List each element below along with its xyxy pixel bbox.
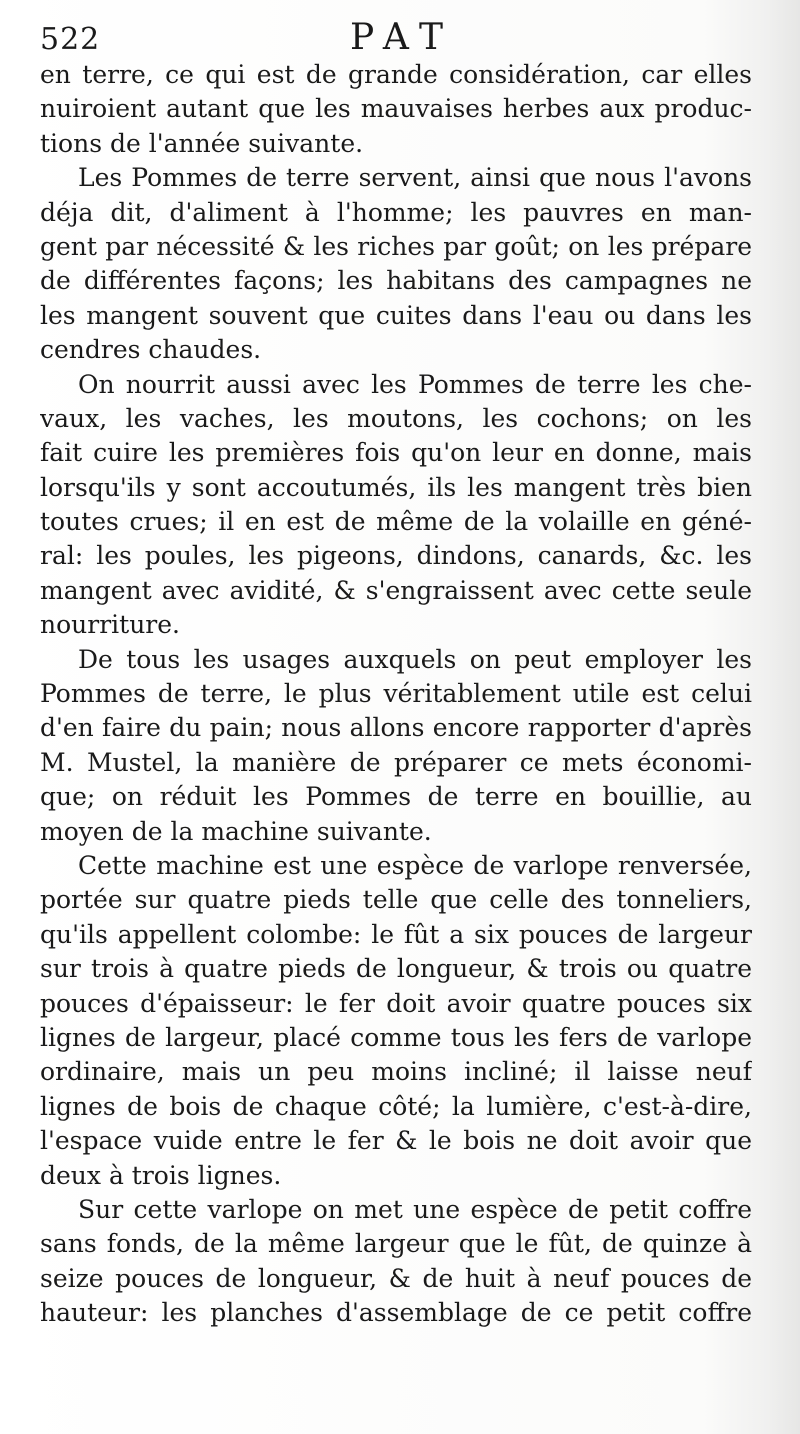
text-line: pouces d'épaisseur: le fer doit avoir quatre pouces six xyxy=(40,988,752,1018)
text-line: qu'ils appellent colombe: le fût a six pouces de largeur xyxy=(40,919,752,949)
text-line: hauteur: les planches d'assemblage de ce petit coffre xyxy=(40,1298,752,1328)
text-line: Sur cette varlope on met une espèce de petit coffre xyxy=(78,1194,752,1224)
text-line: lorsqu'ils y sont accoutumés, ils les mangent très bien xyxy=(40,472,752,502)
text-line: On nourrit aussi avec les Pommes de terre les che- xyxy=(78,369,752,399)
text-line: nuiroient autant que les mauvaises herbes aux produc- xyxy=(40,94,752,124)
text-line: tions de l'année suivante. xyxy=(40,128,364,158)
text-line: vaux, les vaches, les moutons, les cochons; on les xyxy=(40,403,752,433)
text-line: De tous les usages auxquels on peut employer les xyxy=(78,644,752,674)
text-line: toutes crues; il en est de même de la volaille en géné- xyxy=(40,507,752,537)
text-line: fait cuire les premières fois qu'on leur en donne, mais xyxy=(40,438,752,468)
running-head xyxy=(0,16,800,60)
text-line: sans fonds, de la même largeur que le fût, de quinze à xyxy=(40,1229,752,1259)
running-title: PAT xyxy=(350,17,455,58)
text-line: que; on réduit les Pommes de terre en bouillie, au xyxy=(40,782,752,812)
text-line: seize pouces de longueur, & de huit à neuf pouces de xyxy=(40,1263,752,1293)
text-line: cendres chaudes. xyxy=(40,335,262,365)
text-line: ral: les poules, les pigeons, dindons, canards, &c. les xyxy=(40,541,752,571)
page-number: 522 xyxy=(40,22,101,57)
text-line: les mangent souvent que cuites dans l'eau ou dans les xyxy=(40,300,752,330)
text-line: nourriture. xyxy=(40,610,180,640)
text-line: ordinaire, mais un peu moins incliné; il laisse neuf xyxy=(40,1057,752,1087)
text-line: en terre, ce qui est de grande considération, car elles xyxy=(40,60,752,89)
text-line: sur trois à quatre pieds de longueur, & trois ou quatre xyxy=(40,954,752,984)
text-line: déja dit, d'aliment à l'homme; les pauvres en man- xyxy=(40,197,752,227)
text-line: l'espace vuide entre le fer & le bois ne doit avoir que xyxy=(40,1126,752,1156)
text-line: Cette machine est une espèce de varlope renversée, xyxy=(78,850,752,880)
text-line: moyen de la machine suivante. xyxy=(40,816,432,846)
text-line: mangent avec avidité, & s'engraissent avec cette seule xyxy=(40,575,752,605)
text-line: Les Pommes de terre servent, ainsi que nous l'avons xyxy=(78,163,752,193)
text-line: de différentes façons; les habitans des campagnes ne xyxy=(40,266,752,296)
text-line: lignes de largeur, placé comme tous les fers de varlope xyxy=(40,1022,752,1052)
text-line: d'en faire du pain; nous allons encore rapporter d'après xyxy=(40,713,752,743)
text-line: deux à trois lignes. xyxy=(40,1160,282,1190)
text-line: lignes de bois de chaque côté; la lumière, c'est-à-dire, xyxy=(40,1091,752,1121)
text-line: gent par nécessité & les riches par goût; on les prépare xyxy=(40,231,752,261)
text-line: M. Mustel, la manière de préparer ce mets économi- xyxy=(40,747,752,777)
body-text xyxy=(40,58,752,1330)
text-line: portée sur quatre pieds telle que celle des tonneliers, xyxy=(40,885,752,915)
text-line: Pommes de terre, le plus véritablement utile est celui xyxy=(40,679,752,709)
